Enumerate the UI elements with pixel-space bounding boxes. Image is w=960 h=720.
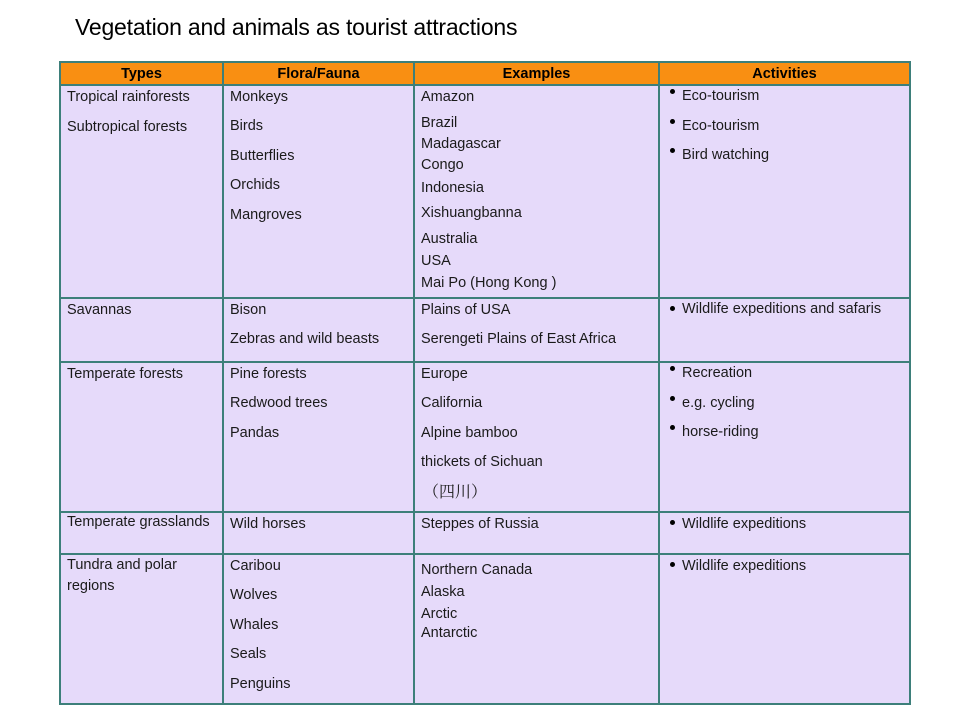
type-label: Temperate grasslands (67, 514, 210, 530)
examples-cell (414, 298, 659, 362)
examples-cell (414, 512, 659, 554)
activities-list (660, 299, 905, 320)
type-label: Savannas (67, 302, 132, 318)
activity-item: Eco-tourism (660, 112, 905, 142)
example-item: Brazil (421, 115, 458, 131)
activities-list (660, 513, 905, 535)
example-item: （四川） (423, 483, 488, 501)
example-item: Amazon (421, 89, 475, 105)
page-title: Vegetation and animals as tourist attractions (75, 14, 518, 40)
activity-item: Eco-tourism (660, 82, 905, 112)
header-types: Types (60, 62, 223, 85)
flora-item: Wild horses (230, 516, 306, 532)
activities-cell (659, 85, 910, 298)
example-item: Plains of USA (421, 302, 511, 318)
example-item: Steppes of Russia (421, 516, 539, 532)
example-item: USA (421, 253, 451, 269)
flora-item: Pine forests (230, 366, 307, 382)
activities-list (660, 359, 905, 448)
header-examples: Examples (414, 62, 659, 85)
example-item: Xishuangbanna (421, 205, 522, 221)
header-flora-fauna: Flora/Fauna (223, 62, 414, 85)
example-item: Serengeti Plains of East Africa (421, 331, 617, 347)
example-item: Madagascar (421, 136, 501, 152)
activity-item: Wildlife expeditions and safaris (660, 299, 905, 320)
activity-item: horse-riding (660, 418, 905, 448)
activity-item: Bird watching (660, 141, 905, 171)
activities-cell (659, 298, 910, 362)
activities-list (660, 82, 905, 171)
table-row (60, 85, 910, 298)
type-label: Tundra and polar regions (67, 557, 177, 594)
flora-item: Redwood trees (230, 395, 328, 411)
table-row (60, 554, 910, 704)
example-item: Northern Canada (421, 562, 533, 578)
flora-cell (223, 362, 414, 512)
activity-item: e.g. cycling (660, 389, 905, 419)
flora-item: Caribou (230, 558, 281, 574)
example-item: Congo (421, 157, 464, 173)
activities-cell (659, 362, 910, 512)
examples-cell (414, 85, 659, 298)
flora-item: Monkeys (230, 89, 289, 105)
table-row (60, 298, 910, 362)
flora-cell (223, 298, 414, 362)
flora-item: Birds (230, 118, 264, 134)
activity-item: Wildlife expeditions (660, 513, 905, 535)
flora-item: Orchids (230, 177, 280, 193)
types-cell (60, 298, 223, 362)
attractions-table (59, 61, 911, 705)
examples-cell (414, 554, 659, 704)
types-cell (60, 85, 223, 298)
example-item: Alaska (421, 584, 465, 600)
flora-item: Penguins (230, 675, 291, 692)
example-item: Antarctic (421, 625, 478, 641)
example-item: Mai Po (Hong Kong ) (421, 275, 557, 291)
table-row (60, 512, 910, 554)
example-item: Europe (421, 366, 468, 382)
activity-item: Wildlife expeditions (660, 555, 905, 577)
activity-item: Recreation (660, 359, 905, 389)
flora-cell (223, 512, 414, 554)
type-label: Temperate forests (67, 366, 184, 382)
flora-item: Butterflies (230, 147, 295, 164)
types-cell (60, 554, 223, 704)
table-row (60, 362, 910, 512)
flora-item: Pandas (230, 424, 280, 441)
activities-cell (659, 554, 910, 704)
activities-cell (659, 512, 910, 554)
flora-cell (223, 85, 414, 298)
types-cell (60, 362, 223, 512)
activities-list (660, 555, 905, 577)
example-item: thickets of Sichuan (421, 454, 543, 470)
flora-item: Whales (230, 616, 279, 633)
type-label: Tropical rainforests (67, 89, 190, 105)
example-item: California (421, 395, 483, 411)
example-item: Indonesia (421, 180, 484, 196)
type-label: Subtropical forests (67, 119, 188, 135)
flora-item: Zebras and wild beasts (230, 331, 380, 347)
flora-item: Seals (230, 646, 267, 662)
flora-cell (223, 554, 414, 704)
flora-item: Bison (230, 302, 267, 318)
example-item: Australia (421, 231, 478, 247)
flora-item: Wolves (230, 587, 278, 603)
header-activities: Activities (659, 62, 910, 85)
example-item: Arctic (421, 606, 458, 622)
examples-cell (414, 362, 659, 512)
types-cell (60, 512, 223, 554)
flora-item: Mangroves (230, 206, 302, 223)
example-item: Alpine bamboo (421, 424, 518, 441)
